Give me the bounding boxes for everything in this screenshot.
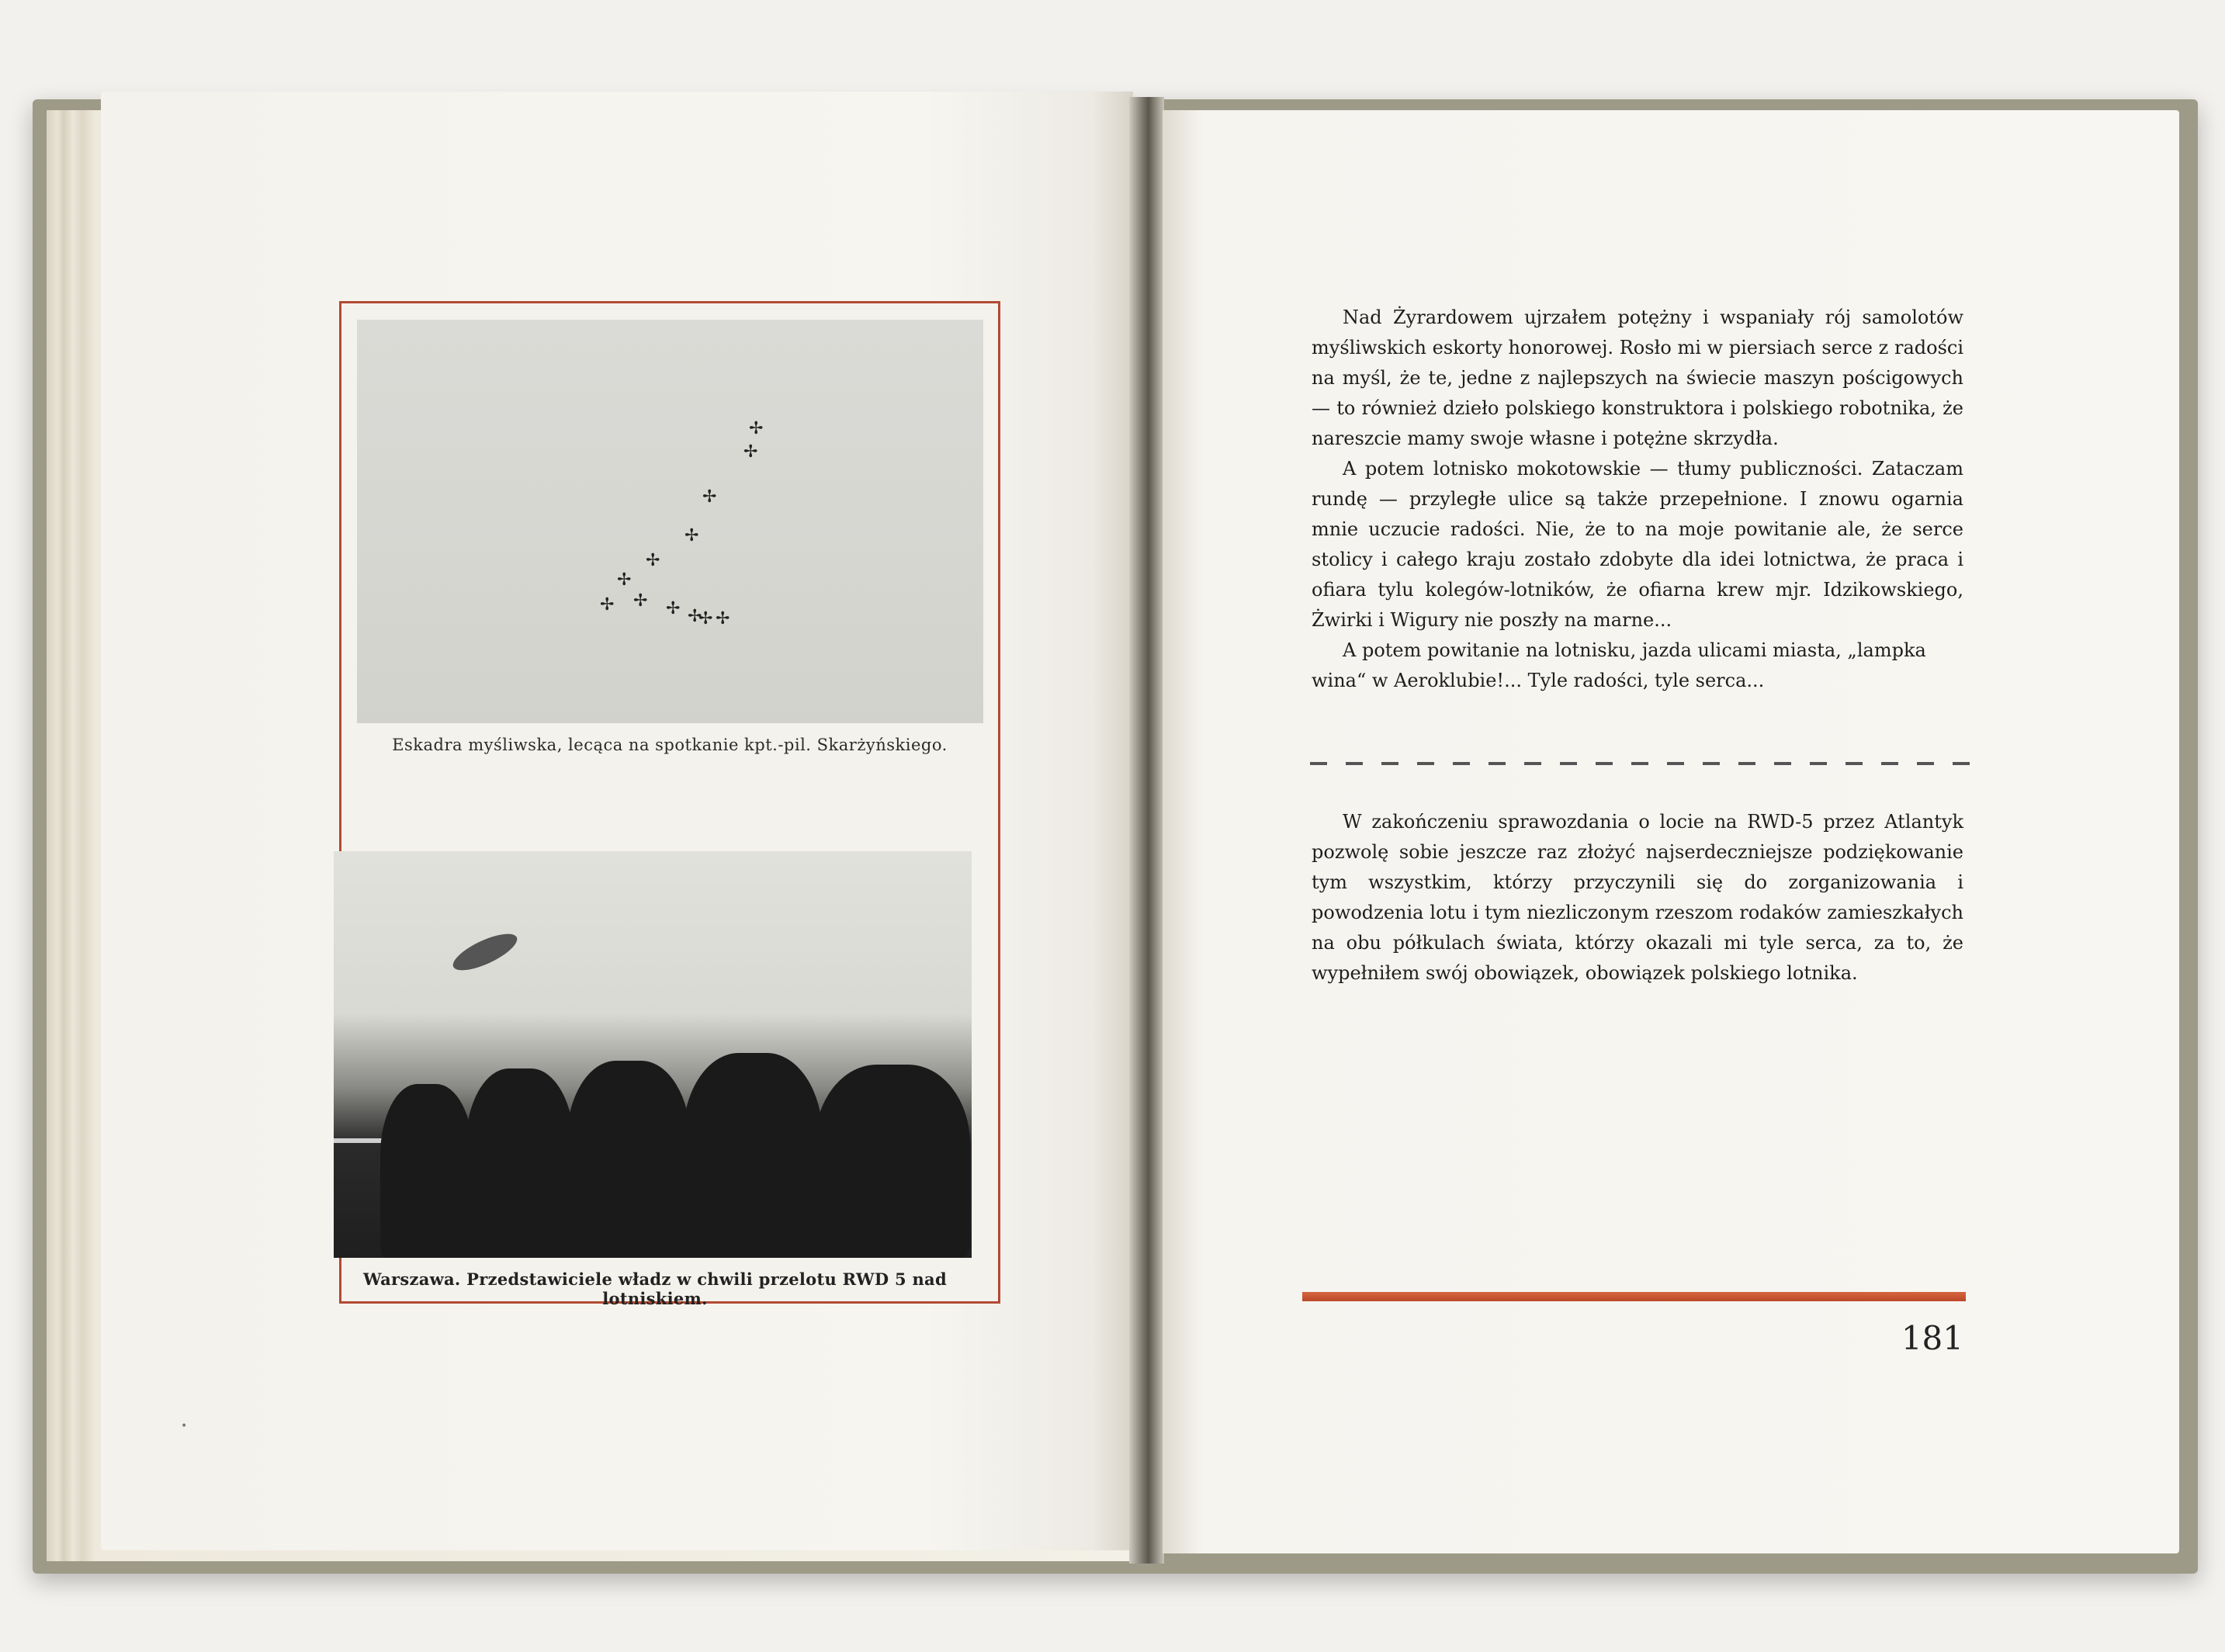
text-block-top [1312, 303, 1963, 696]
aircraft-formation-photo [357, 320, 983, 723]
crowd-figure [466, 1068, 574, 1258]
crowd-figure [683, 1053, 823, 1258]
photo-caption-top: Eskadra myśliwska, lecąca na spotkanie kpt.-pil. Skarżyńskiego. [392, 736, 948, 754]
orange-rule [1302, 1292, 1966, 1301]
aircraft-icon: ✢ [617, 570, 632, 590]
paragraph-3: A potem powitanie na lotnisku, jazda ulicami miasta, „lampka wina“ w Aeroklubie!... Tyle radości, tyle serca... [1312, 639, 1926, 691]
paragraph-2: A potem lotnisko mokotowskie — tłumy publiczności. Zataczam rundę — przyległe ulice są także przepełnione. I znowu ogarnia mnie uczucie radości. Nie, że to na moje powitanie ale, że serce stolicy i całego kraju zostało zdobyte dla idei lotnictwa, że praca i ofiara tylu kolegów-lotników, że ofiarna krew mjr. Idzikowskiego, Żwirki i Wigury nie poszły na marne... [1312, 458, 1963, 631]
aircraft-icon: ✢ [633, 591, 648, 611]
dashed-divider [1310, 762, 1970, 765]
text-block-bottom [1312, 807, 1963, 989]
aircraft-icon: ✢ [716, 609, 730, 629]
aircraft-icon: ✢ [743, 442, 758, 462]
aircraft-icon: ✢ [749, 419, 764, 438]
aircraft-icon: ✢ [666, 599, 681, 618]
photo-caption-bottom: Warszawa. Przedstawiciele władz w chwili przelotu RWD 5 nad lotniskiem. [363, 1269, 947, 1308]
aircraft-shape [449, 926, 522, 977]
book-gutter [1129, 97, 1164, 1564]
aircraft-icon: ✢ [646, 551, 660, 570]
paragraph-1: Nad Żyrardowem ujrzałem potężny i wspaniały rój samolotów myśliwskich eskorty honorowej. Rosło mi w piersiach serce z radości na myśl, że te, jedne z najlepszych na świecie maszyn pościgowych — to również dzieło polskiego konstruktora i polskiego robotnika, że nareszcie mamy swoje własne i potężne skrzydła. [1312, 307, 1963, 449]
aircraft-icon: ✢ [600, 595, 615, 615]
page-number: 181 [1901, 1319, 1963, 1357]
aircraft-icon: ✢ [684, 526, 699, 545]
crowd-figure [380, 1084, 473, 1258]
aircraft-icon: ✢ [688, 607, 702, 626]
crowd-figure [567, 1061, 691, 1258]
aircraft-icon: ✢ [702, 487, 717, 507]
crowd-photo [334, 851, 972, 1258]
crowd-figure [815, 1065, 970, 1258]
page-mark: • [181, 1420, 188, 1432]
paragraph-4: W zakończeniu sprawozdania o locie na RWD-5 przez Atlantyk pozwolę sobie jeszcze raz złożyć najserdeczniejsze podziękowanie tym wszystkim, którzy przyczynili się do zorganizowania i powodzenia lotu i tym niezliczonym rzeszom rodaków zamieszkałych na obu półkulach świata, którzy okazali mi tyle serca, za to, że wypełniłem swój obowiązek, obowiązek polskiego lotnika. [1312, 811, 1963, 984]
aircraft-icon: ✢ [698, 609, 713, 629]
